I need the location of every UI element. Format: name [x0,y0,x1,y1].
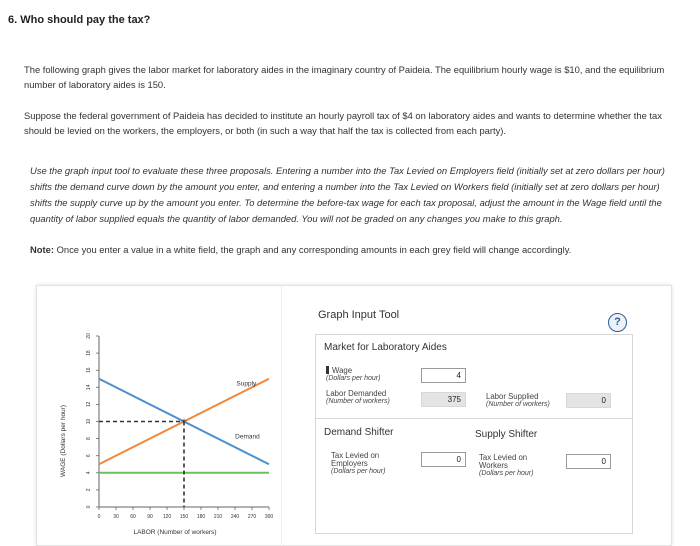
y-tick-label: 14 [86,384,92,391]
note-label: Note: [30,244,54,255]
note-paragraph [30,242,680,257]
tax-employers-label: Tax Levied on Employers (Dollars per hour) [331,451,386,475]
y-tick-label: 8 [86,437,92,440]
intro-paragraph: The following graph gives the labor market for laboratory aides in the imaginary country of Paideia. The equilibrium hourly wage is $10, and the equilibrium number of laboratory aides is 150. [24,64,665,90]
x-tick-label: 30 [113,514,119,520]
tax-workers-label: Tax Levied on Workers (Dollars per hour) [479,453,534,477]
labor-demanded-label: Labor Demanded (Number of workers) [326,389,390,405]
supply-shifter-title: Supply Shifter [475,429,538,440]
graph-panel [36,285,672,546]
x-axis-label: LABOR (Number of workers) [133,529,217,536]
equilibrium-marker: + [181,416,187,426]
y-tick-label: 0 [86,505,92,509]
y-tick-label: 18 [86,350,92,356]
note-text: Once you enter a value in a white field, the graph and any corresponding amounts in each grey field will change accordingly. [53,244,572,255]
y-tick-label: 20 [86,333,92,339]
x-tick-label: 210 [213,514,223,520]
supply-curve-label: Supply [236,380,257,388]
tax-workers-input[interactable]: 0 [566,454,611,469]
x-tick-label: 90 [147,514,153,520]
tool-box [315,334,633,534]
x-tick-label: 60 [130,514,136,520]
bullet-icon [326,366,329,374]
help-icon[interactable]: ? [608,313,627,332]
y-tick-label: 12 [86,401,92,408]
proposal-paragraph: Suppose the federal government of Paideia has decided to institute an hourly payroll tax of $4 on laboratory aides and wants to determine whether the tax should be levied on the workers, the employers, or both (in such a way that half the tax is collected from each party). [24,110,662,136]
labor-supplied-value: 0 [566,393,611,408]
demand-shifter-title: Demand Shifter [324,427,394,438]
wage-label: Wage (Dollars per hour) [326,366,381,382]
labor-supplied-label: Labor Supplied (Number of workers) [486,392,550,408]
instructions-paragraph: Use the graph input tool to evaluate these three proposals. Entering a number into the Tax Levied on Employers field (initially set at zero dollars per hour) shifts the demand curve down by the amount you enter, and entering a number into the Tax Levied on Workers field (initially set at zero dollars per hour) shifts the supply curve up by the amount you enter. To determine the before-tax wage for each tax proposal, adjust the amount in the Wage field until the quantity of labor supplied equals the quantity of labor demanded. You will not be graded on any changes you make to this graph. [30,165,665,224]
x-tick-label: 240 [230,514,240,520]
y-tick-label: 6 [86,454,92,458]
y-tick-label: 4 [86,471,92,475]
question-title: 6. Who should pay the tax? [8,14,151,26]
x-tick-label: 300 [264,514,274,520]
demand-curve-label: Demand [235,433,260,441]
y-tick-label: 10 [86,418,92,425]
labor-demanded-value: 375 [421,392,466,407]
y-tick-label: 16 [86,367,92,373]
wage-input[interactable]: 4 [421,368,466,383]
tool-title: Graph Input Tool [318,309,400,321]
section-divider [316,418,632,419]
x-tick-label: 150 [179,514,189,520]
x-tick-label: 120 [162,514,172,520]
labor-market-chart [37,286,275,546]
x-tick-label: 180 [196,514,206,520]
chart-svg[interactable] [37,286,275,546]
market-title: Market for Laboratory Aides [324,342,447,353]
x-tick-label: 0 [97,514,101,520]
x-tick-label: 270 [247,514,257,520]
y-axis-label: WAGE (Dollars per hour) [60,405,67,477]
graph-input-tool [281,286,673,546]
y-tick-label: 2 [86,488,92,492]
tax-employers-input[interactable]: 0 [421,452,466,467]
